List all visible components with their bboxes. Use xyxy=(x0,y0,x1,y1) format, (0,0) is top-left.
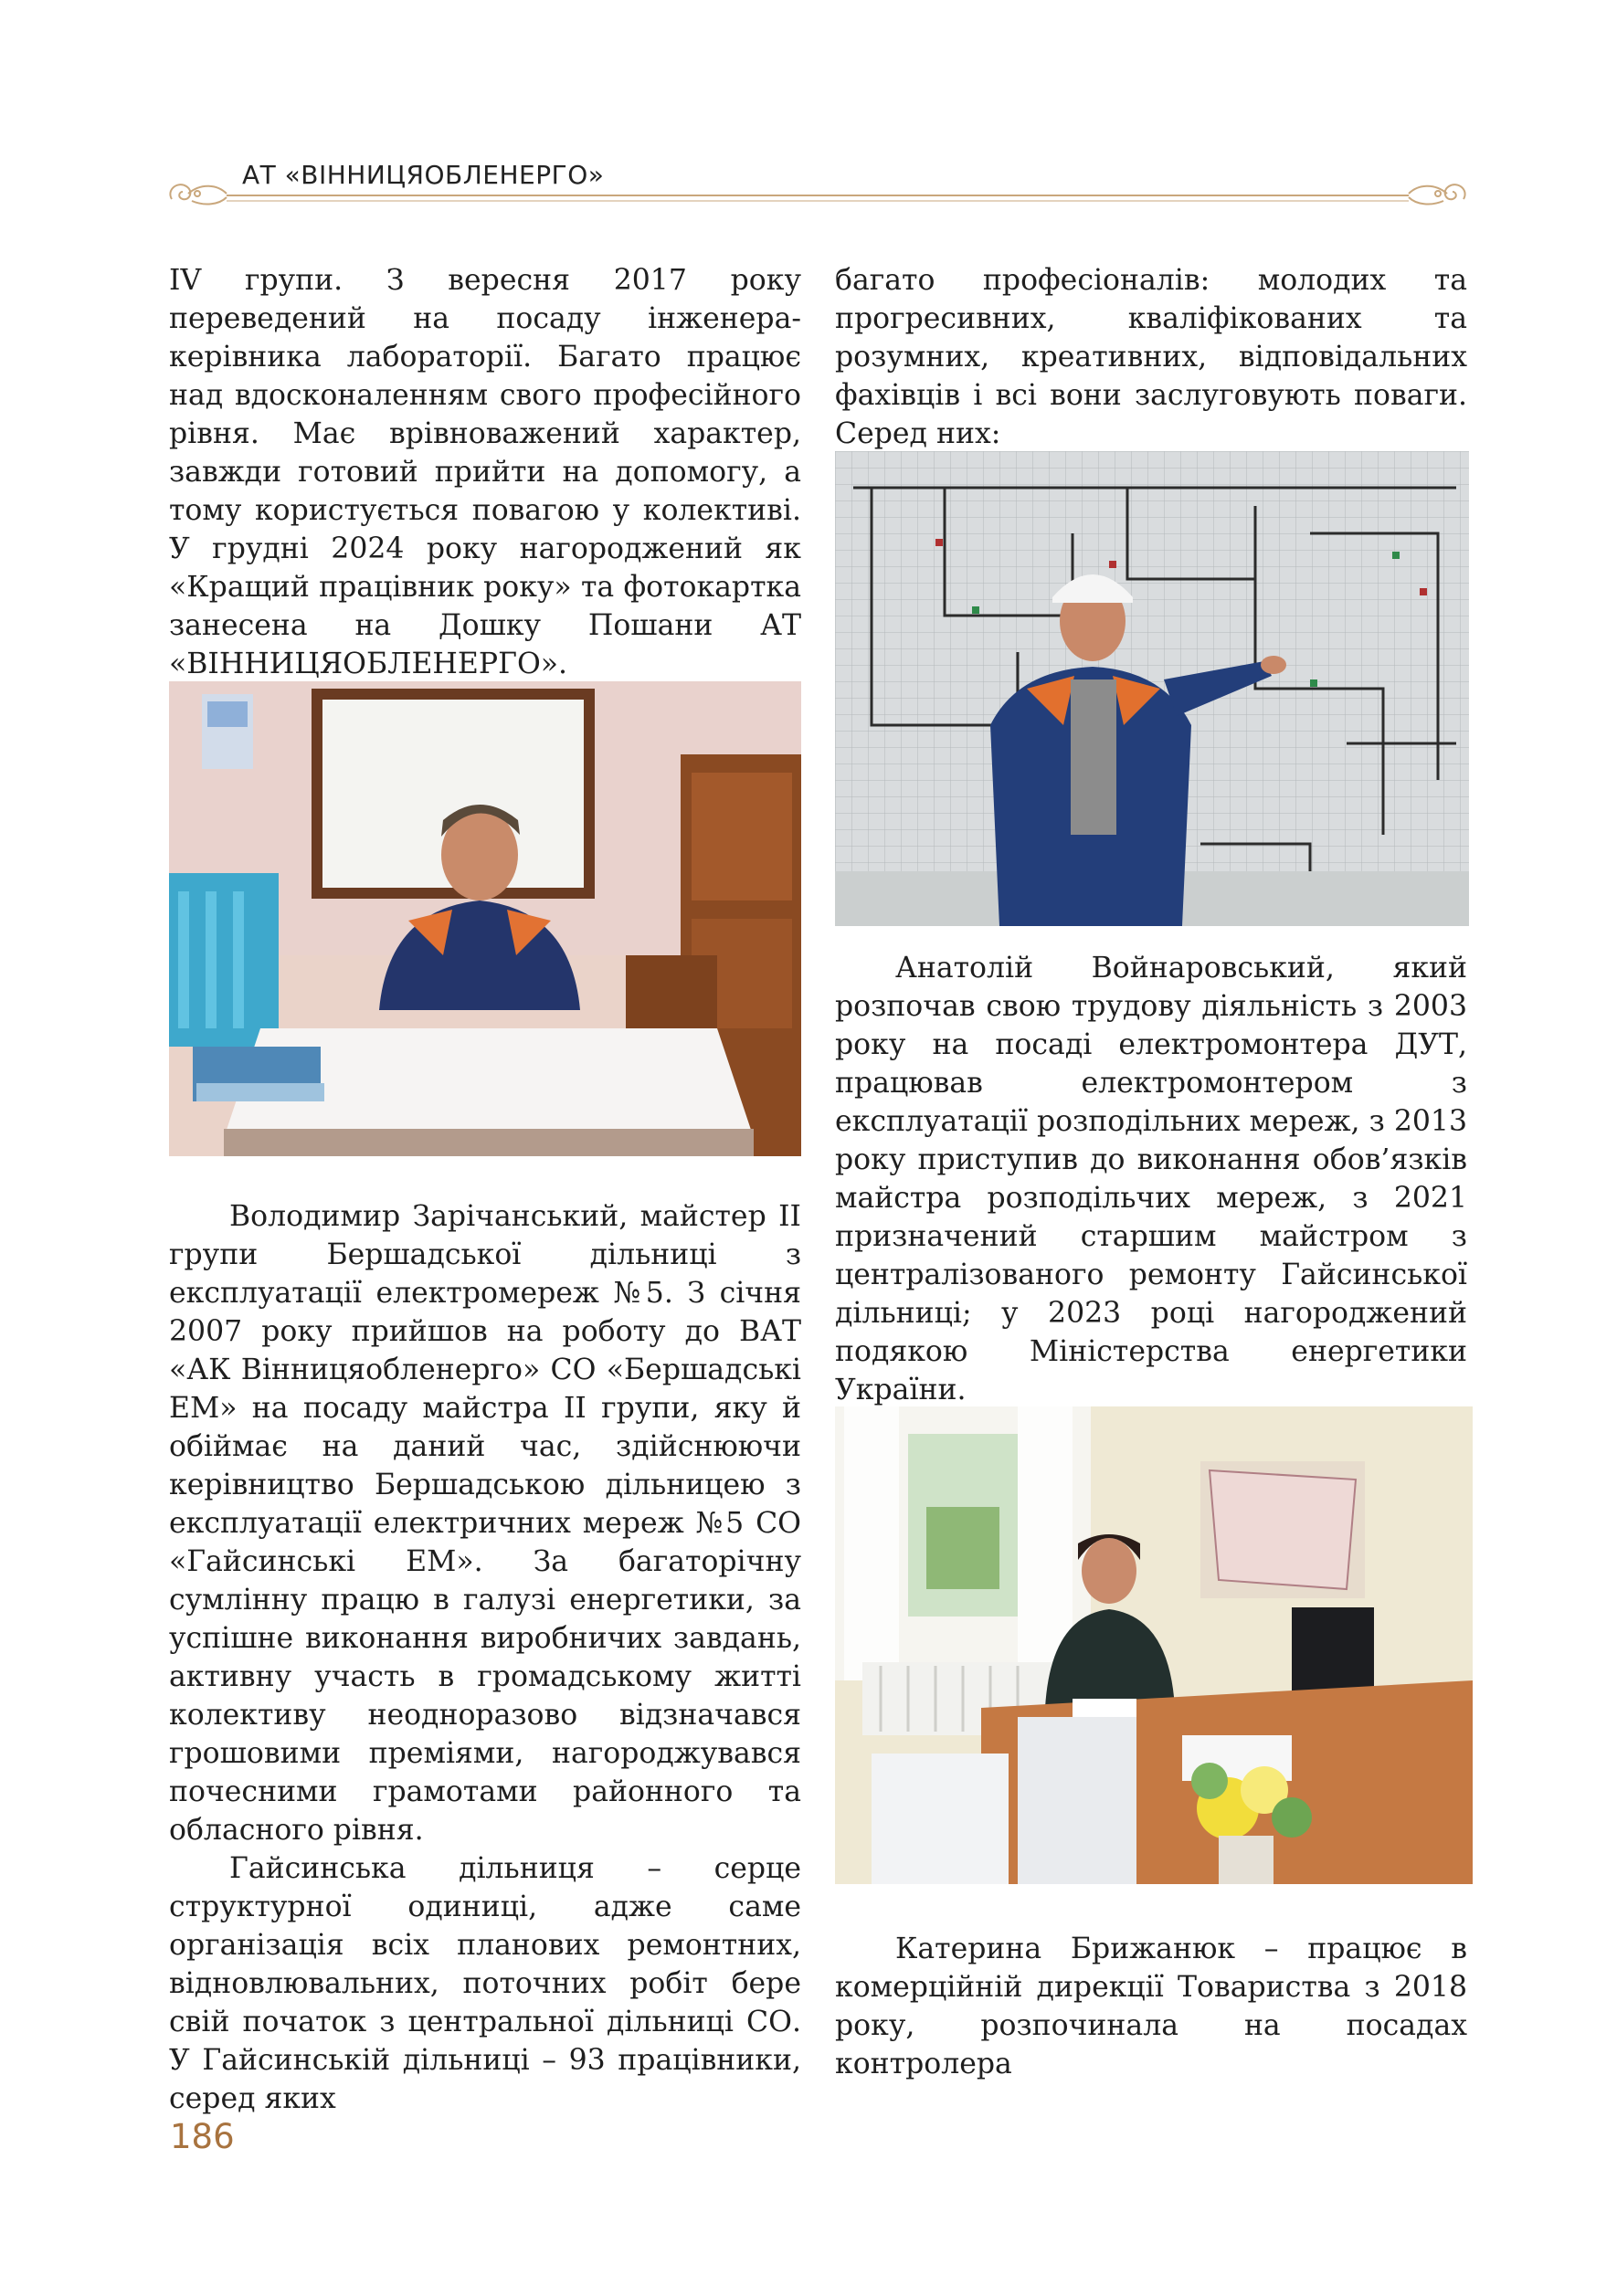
page-number: 186 xyxy=(170,2117,235,2156)
paragraph-zarichanskyi: Володимир Зарічанський, майстер II групи Бершадської дільниці з експлуатації електромереж №5. З січня 2007 року прийшов на роботу до ВАТ «АК Вінницяобленерго» СО «Бершадські ЕМ» на посаду майстра II групи, яку й обіймає на даний час, здійснюючи керівництво Бершадською дільницею з експлуатації електричних мереж №5 СО «Гайсинські ЕМ». За багаторічну сумлінну працю в галузі енергетики, за успішне виконання виробничих завдань, активну участь в громадському житті колективу неодноразово відзначався грошовими преміями, нагороджувався почесними грамотами районного та обласного рівня. xyxy=(169,1200,801,1847)
paragraph-continued: IV групи. З вересня 2017 року переведений на посаду інженера-керівника лабораторії. Багато працює над вдосконаленням свого професійного рівня. Має врівноважений характер, завжди готовий прийти на допомогу, а тому користується повагою у колективі. У грудні 2024 року нагороджений як «Кращий працівник року» та фотокартка занесена на Дошку Пошани АТ «ВІННИЦЯОБЛЕНЕРГО». xyxy=(169,264,801,680)
running-header xyxy=(164,146,1471,228)
paragraph-voinarovskyi: Анатолій Войнаровський, який розпочав свою трудову діяльність з 2003 року на посаді електромонтера ДУТ, працював електромонтером з експлуатації розподільних мереж, з 2013 року приступив до виконання обов’язків майстра розподільчих мереж, з 2021 призначений старшим майстром з централізованого ремонту Гайсинської дільниці; у 2023 році нагороджений подякою Міністерства енергетики України. xyxy=(835,952,1467,1406)
photo-man-at-grid-scheme xyxy=(835,451,1469,926)
right-column-top xyxy=(835,261,1467,453)
photo-woman-at-office-desk xyxy=(835,1406,1473,1884)
left-column-top xyxy=(169,261,801,683)
paragraph-haisyn: Гайсинська дільниця – серце структурної одиниці, адже саме організація всіх планових ремонтних, відновлювальних, поточних робіт бере свій початок з центральної дільниці СО. У Гайсинській дільниці – 93 працівники, серед яких xyxy=(169,1852,801,2115)
left-column-bottom xyxy=(169,1197,801,2118)
photo-man-at-desk xyxy=(169,681,801,1156)
header-title: АТ «ВІННИЦЯОБЛЕНЕРГО» xyxy=(242,160,605,190)
right-column-middle xyxy=(835,949,1467,1409)
paragraph-professionals: багато професіоналів: молодих та прогресивних, кваліфікованих та розумних, креативних, відповідальних фахівців і всі вони заслуговують поваги. Серед них: xyxy=(835,264,1467,450)
right-column-bottom xyxy=(835,1930,1467,2083)
paragraph-bryzhaniuk: Катерина Брижанюк – працює в комерційній дирекції Товариства з 2018 року, розпочинала на посадах контролера xyxy=(835,1933,1467,2080)
